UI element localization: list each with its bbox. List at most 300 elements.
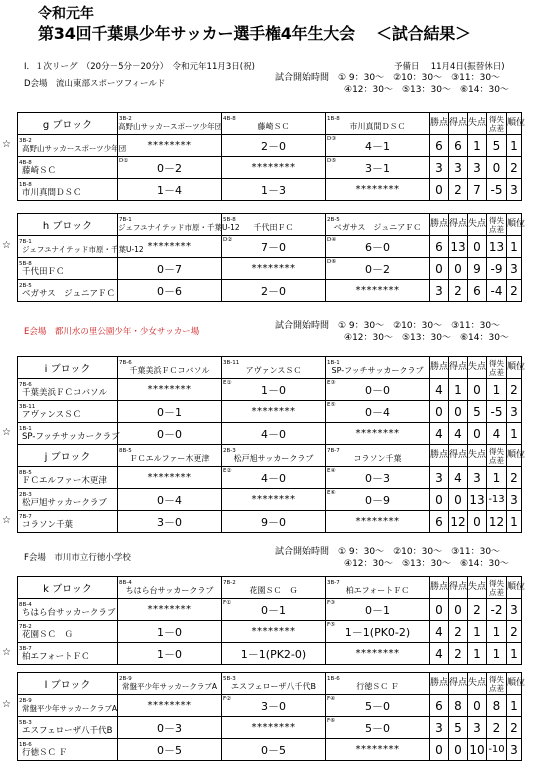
row-team — [18, 511, 118, 533]
stat-header: 得点 — [449, 214, 468, 236]
stat-value: 1 — [507, 135, 522, 157]
team-code: 1B-8 — [19, 181, 32, 188]
score-value: 5－0 — [365, 721, 390, 735]
column-team-header — [222, 214, 326, 236]
stat-value: 2 — [449, 621, 468, 643]
team-code: 1B-1 — [19, 425, 32, 432]
team-code: 2B-9 — [119, 676, 132, 682]
table-row — [18, 643, 522, 665]
stat-value: 0 — [449, 489, 468, 511]
stat-value: 13 — [487, 236, 507, 258]
row-team — [18, 258, 118, 280]
stat-header: 得失 点差 — [487, 577, 507, 599]
match-score — [118, 280, 222, 302]
stat-value: -10 — [487, 739, 507, 761]
stat-value: 1 — [487, 379, 507, 401]
self-match-cell: ******** — [222, 157, 326, 179]
team-code: 3B-2 — [119, 116, 132, 122]
stat-value: 2 — [507, 280, 522, 302]
stat-value: 3 — [507, 179, 522, 201]
stat-value: 3 — [507, 258, 522, 280]
stat-header: 得失 点差 — [487, 445, 507, 467]
self-match-cell: ******** — [118, 599, 222, 621]
team-code: 1B-8 — [327, 116, 340, 122]
column-team-header — [222, 673, 326, 695]
stat-value: 12 — [449, 511, 468, 533]
row-team — [18, 467, 118, 489]
team-name: 市川真間ＤＳＣ — [22, 187, 82, 198]
match-score — [118, 739, 222, 761]
stat-value: 1 — [507, 511, 522, 533]
stat-value: 2 — [507, 621, 522, 643]
team-name: 市川真間ＤＳＣ — [349, 122, 406, 131]
team-code: 7B-7 — [327, 448, 340, 454]
match-score — [118, 401, 222, 423]
match-number: D① — [119, 158, 129, 164]
stat-header: 失点 — [468, 357, 487, 379]
column-team-header — [222, 357, 326, 379]
stat-value: 0 — [430, 258, 449, 280]
score-value: 1－0 — [157, 647, 182, 661]
match-score — [222, 236, 326, 258]
team-name: コラソン千葉 — [22, 519, 74, 530]
match-score — [222, 467, 326, 489]
match-score — [326, 695, 430, 717]
stat-value: 0 — [430, 489, 449, 511]
row-team — [18, 599, 118, 621]
match-score — [222, 135, 326, 157]
score-value: 1－0 — [261, 383, 286, 397]
team-name: 柏エフォートＦＣ — [345, 586, 410, 595]
winner-star-icon: ☆ — [2, 240, 11, 251]
team-code: 4B-8 — [19, 159, 32, 166]
winner-star-icon: ☆ — [2, 139, 11, 150]
stat-value: 4 — [430, 643, 449, 665]
stat-value: 1 — [468, 621, 487, 643]
match-number: E② — [223, 468, 232, 474]
stat-value: 4 — [449, 423, 468, 445]
match-number: E⑥ — [327, 490, 336, 496]
stat-value: 0 — [430, 599, 449, 621]
row-team — [18, 717, 118, 739]
stat-value: 5 — [487, 135, 507, 157]
team-code: 2B-9 — [19, 697, 32, 704]
match-score — [118, 621, 222, 643]
stat-value: 0 — [449, 258, 468, 280]
self-match-cell: ******** — [222, 621, 326, 643]
stat-value: 0 — [430, 179, 449, 201]
venue-label: D会場 流山東部スポーツフィールド — [24, 79, 166, 89]
self-match-cell: ******** — [222, 717, 326, 739]
stat-value: 3 — [507, 489, 522, 511]
score-value: 2－0 — [261, 139, 286, 153]
stat-value: 1 — [507, 695, 522, 717]
group-table — [17, 672, 526, 761]
match-score — [118, 423, 222, 445]
team-name: 常盤平少年サッカークラブA — [22, 703, 117, 713]
page-title: 第34回千葉県少年サッカー選手権4年生大会 ＜試合結果＞ — [38, 24, 471, 43]
row-team — [18, 236, 144, 258]
team-code: 8B-4 — [19, 601, 32, 608]
team-name: アヴァンスＳＣ — [245, 366, 302, 375]
team-name: 行徳ＳＣ Ｆ — [356, 682, 399, 691]
table-row — [18, 379, 522, 401]
team-name: SP-フッチサッカークラブ — [22, 431, 120, 442]
team-code: 5B-3 — [223, 676, 236, 682]
stat-value: 2 — [507, 379, 522, 401]
score-value: 0－9 — [365, 493, 390, 507]
stat-value: 0 — [449, 599, 468, 621]
table-row — [18, 621, 522, 643]
match-number: E④ — [327, 468, 336, 474]
group-name: h ブロック — [18, 214, 118, 236]
self-match-cell: ******** — [118, 379, 222, 401]
self-match-cell: ******** — [326, 423, 430, 445]
column-team-header — [118, 673, 222, 695]
stat-value: 0 — [430, 401, 449, 423]
group-table — [17, 356, 526, 445]
stat-value: 0 — [468, 236, 487, 258]
row-team — [18, 179, 118, 201]
team-code: 3B-7 — [19, 645, 32, 652]
team-name: 千葉美浜ＦＣコバソル — [22, 387, 108, 398]
column-team-header — [326, 214, 430, 236]
match-number: E⑤ — [327, 402, 336, 408]
stat-value: 2 — [507, 467, 522, 489]
stat-value: 6 — [430, 695, 449, 717]
stat-value: 0 — [468, 423, 487, 445]
stat-value: -5 — [487, 401, 507, 423]
column-team-header — [326, 673, 430, 695]
score-value: 0－0 — [365, 383, 390, 397]
kickoff-times-line2: ④12：30～ ⑤13：30～ ⑥14：30～ — [344, 85, 509, 95]
stat-header: 得失 点差 — [487, 214, 507, 236]
stat-value: 8 — [449, 695, 468, 717]
team-code: 7B-2 — [223, 580, 236, 586]
group-table — [17, 112, 526, 201]
stat-value: 2 — [507, 157, 522, 179]
column-team-header — [118, 445, 222, 467]
match-number: D⑥ — [327, 259, 337, 265]
stat-value: 0 — [487, 157, 507, 179]
stat-value: 3 — [430, 280, 449, 302]
winner-star-icon: ☆ — [2, 515, 11, 526]
team-name: 花園ＳＣ Ｇ — [22, 629, 74, 640]
match-score — [118, 489, 222, 511]
match-number: F③ — [327, 600, 336, 606]
match-number: F⑤ — [327, 622, 336, 628]
match-number: F② — [223, 696, 232, 702]
team-name: 松戸旭サッカークラブ — [233, 454, 314, 463]
match-score — [118, 157, 222, 179]
row-team — [18, 280, 118, 302]
team-name: 花園ＳＣ Ｇ — [249, 586, 298, 595]
score-value: 0－2 — [365, 262, 390, 276]
score-value: 0－3 — [157, 721, 182, 735]
stat-header: 勝点 — [430, 214, 449, 236]
stat-value: -4 — [487, 280, 507, 302]
team-code: 8B-4 — [119, 580, 132, 586]
team-name: エスフェローザ八千代B — [22, 725, 113, 736]
match-score — [118, 511, 222, 533]
table-row — [18, 489, 522, 511]
match-score — [326, 467, 430, 489]
team-name: ＦＣエルファー木更津 — [22, 475, 107, 486]
column-team-header — [326, 113, 430, 135]
score-value: 3－0 — [157, 515, 182, 529]
score-value: 6－0 — [365, 240, 390, 254]
stat-value: 3 — [430, 467, 449, 489]
row-team — [18, 695, 118, 717]
table-row — [18, 401, 522, 423]
stat-header: 得点 — [449, 357, 468, 379]
team-name: ベガサス ジュニアＦＣ — [22, 288, 115, 299]
table-row — [18, 258, 522, 280]
stat-value: 1 — [468, 135, 487, 157]
score-value: 1－1(PK0-2) — [344, 625, 411, 639]
stat-value: 1 — [449, 379, 468, 401]
stat-value: 5 — [468, 401, 487, 423]
stat-value: 6 — [468, 280, 487, 302]
team-code: 5B-8 — [223, 217, 236, 223]
stat-value: 2 — [449, 280, 468, 302]
stat-value: 1 — [507, 423, 522, 445]
team-name: 高野山サッカースポーツ少年団 — [118, 122, 223, 131]
column-team-header — [118, 357, 222, 379]
stat-value: 9 — [468, 258, 487, 280]
team-name: ジェフユナイテッド市原・千葉U-12 — [22, 244, 144, 254]
stat-value: 3 — [449, 157, 468, 179]
stat-header: 得失 点差 — [487, 357, 507, 379]
match-score — [222, 739, 326, 761]
self-match-cell: ******** — [326, 643, 430, 665]
self-match-cell: ******** — [326, 179, 430, 201]
table-row — [18, 135, 522, 157]
match-score — [118, 717, 222, 739]
team-code: 3B-7 — [327, 580, 340, 586]
score-value: 3－1 — [365, 161, 390, 175]
team-code: 7B-1 — [19, 238, 32, 245]
self-match-cell: ******** — [222, 401, 326, 423]
match-score — [222, 599, 326, 621]
stat-header: 勝点 — [430, 577, 449, 599]
table-row — [18, 717, 522, 739]
stat-value: 0 — [430, 739, 449, 761]
team-code: 1B-1 — [327, 360, 340, 366]
team-code: 3B-11 — [19, 403, 36, 410]
stat-value: 0 — [468, 511, 487, 533]
group-name: k ブロック — [18, 577, 118, 599]
stat-value: 6 — [430, 236, 449, 258]
self-match-cell: ******** — [222, 258, 326, 280]
stat-value: 1 — [487, 643, 507, 665]
score-value: 0－4 — [365, 405, 390, 419]
team-name: 千葉美浜ＦＣコバソル — [129, 366, 210, 375]
column-team-header — [222, 445, 326, 467]
self-match-cell: ******** — [326, 511, 430, 533]
kickoff-times-line1: 試合開始時間 ① 9：30～ ②10：30～ ③11：30～ — [275, 321, 501, 331]
stat-value: -13 — [487, 489, 507, 511]
match-score — [326, 379, 430, 401]
match-score — [222, 379, 326, 401]
table-row — [18, 179, 522, 201]
score-value: 1－3 — [261, 183, 286, 197]
self-match-cell: ******** — [326, 280, 430, 302]
kickoff-times-line1: 試合開始時間 ① 9：30～ ②10：30～ ③11：30～ — [275, 73, 501, 83]
column-team-header — [326, 357, 430, 379]
match-score — [326, 717, 430, 739]
stat-value: -5 — [487, 179, 507, 201]
score-value: 2－0 — [261, 284, 286, 298]
team-name: ちはら台サッカークラブ — [22, 607, 116, 618]
stat-value: 0 — [468, 379, 487, 401]
team-code: 4B-8 — [223, 116, 236, 122]
stat-value: 7 — [468, 179, 487, 201]
row-team — [18, 643, 118, 665]
stat-value: -2 — [487, 599, 507, 621]
self-match-cell: ******** — [326, 739, 430, 761]
stat-value: 4 — [449, 467, 468, 489]
stat-value: 12 — [487, 511, 507, 533]
stat-value: -9 — [487, 258, 507, 280]
stat-value: 3 — [507, 739, 522, 761]
team-code: 5B-8 — [19, 260, 32, 267]
stat-value: 6 — [430, 135, 449, 157]
stat-value: 3 — [468, 467, 487, 489]
stat-value: 0 — [449, 401, 468, 423]
table-row — [18, 467, 522, 489]
team-name: アヴァンスＳＣ — [22, 409, 82, 420]
match-score — [326, 401, 430, 423]
match-score — [222, 423, 326, 445]
stat-value: 6 — [449, 135, 468, 157]
stat-value: 3 — [468, 157, 487, 179]
stat-value: 0 — [468, 695, 487, 717]
team-name: 行徳ＳＣ Ｆ — [22, 747, 68, 758]
kickoff-times-line1: 試合開始時間 ① 9：30～ ②10：30～ ③11：30～ — [275, 547, 501, 557]
stat-value: 3 — [507, 401, 522, 423]
team-code: 3B-2 — [19, 137, 32, 144]
match-score — [222, 643, 326, 665]
stat-value: 3 — [507, 599, 522, 621]
team-code: 3B-11 — [223, 360, 240, 366]
stat-header: 順位 — [507, 577, 522, 599]
stat-value: 6 — [430, 511, 449, 533]
stat-value: 13 — [449, 236, 468, 258]
kickoff-times — [275, 546, 509, 570]
team-code: 7B-6 — [119, 360, 132, 366]
team-code: 1B-6 — [327, 676, 340, 682]
stat-value: 1 — [507, 643, 522, 665]
match-number: D⑤ — [327, 158, 337, 164]
column-team-header — [118, 113, 222, 135]
venue-label: E会場 都川水の里公園少年・少女サッカー場 — [24, 327, 200, 337]
self-match-cell: ******** — [118, 467, 222, 489]
stat-value: 1 — [487, 621, 507, 643]
team-code: 7B-6 — [19, 381, 32, 388]
score-value: 4－0 — [261, 427, 286, 441]
stat-value: 1 — [507, 236, 522, 258]
winner-star-icon: ☆ — [2, 427, 11, 438]
match-score — [222, 695, 326, 717]
group-table — [17, 444, 526, 533]
table-row — [18, 423, 522, 445]
match-score — [326, 621, 430, 643]
team-name: 千代田ＦＣ — [253, 223, 294, 232]
era-label: 令和元年 — [38, 6, 94, 22]
group-table — [17, 213, 526, 302]
stat-value: 1 — [487, 467, 507, 489]
column-team-header — [326, 577, 430, 599]
score-value: 4－0 — [261, 471, 286, 485]
stat-header: 得点 — [449, 673, 468, 695]
stat-value: 2 — [449, 179, 468, 201]
row-team — [18, 621, 118, 643]
team-name: ＦＣエルファー木更津 — [129, 454, 210, 463]
match-score — [222, 179, 326, 201]
stat-header: 得点 — [449, 445, 468, 467]
team-code: 1B-6 — [19, 741, 32, 748]
winner-star-icon: ☆ — [2, 699, 11, 710]
stat-value: 3 — [430, 717, 449, 739]
match-number: F④ — [327, 696, 336, 702]
stat-value: 4 — [487, 423, 507, 445]
team-code: 7B-1 — [119, 217, 132, 223]
stat-value: 2 — [507, 717, 522, 739]
stat-value: 8 — [487, 695, 507, 717]
team-name: 高野山サッカースポーツ少年団 — [22, 143, 127, 153]
score-value: 0－5 — [261, 743, 286, 757]
team-name: 藤崎ＳＣ — [257, 122, 290, 131]
stat-header: 勝点 — [430, 445, 449, 467]
score-value: 7－0 — [261, 240, 286, 254]
team-name: SP-フッチサッカークラブ — [331, 366, 424, 375]
stat-value: 0 — [449, 739, 468, 761]
match-score — [222, 511, 326, 533]
score-value: 0－7 — [157, 262, 182, 276]
winner-star-icon: ☆ — [2, 647, 11, 658]
match-number: D② — [223, 237, 233, 243]
score-value: 4－1 — [365, 139, 390, 153]
stat-value: 5 — [449, 717, 468, 739]
team-code: 2B-5 — [19, 282, 32, 289]
stat-value: 2 — [468, 599, 487, 621]
team-code: 2B-5 — [327, 217, 340, 223]
stat-header: 失点 — [468, 214, 487, 236]
score-value: 0－4 — [157, 493, 182, 507]
team-code: 5B-3 — [19, 719, 32, 726]
table-row — [18, 599, 522, 621]
stat-value: 4 — [430, 621, 449, 643]
match-number: E① — [223, 380, 232, 386]
team-code: 2B-3 — [19, 491, 32, 498]
match-score — [118, 258, 222, 280]
group-table — [17, 576, 526, 665]
row-team — [18, 157, 118, 179]
match-score — [326, 135, 430, 157]
stat-header: 得点 — [449, 113, 468, 135]
score-value: 5－0 — [365, 699, 390, 713]
stat-header: 順位 — [507, 445, 522, 467]
match-score — [326, 599, 430, 621]
column-team-header — [118, 577, 222, 599]
match-score — [222, 280, 326, 302]
score-value: 9－0 — [261, 515, 286, 529]
score-value: 3－0 — [261, 699, 286, 713]
match-number: F⑥ — [327, 718, 336, 724]
score-value: 1－4 — [157, 183, 182, 197]
stat-header: 失点 — [468, 577, 487, 599]
